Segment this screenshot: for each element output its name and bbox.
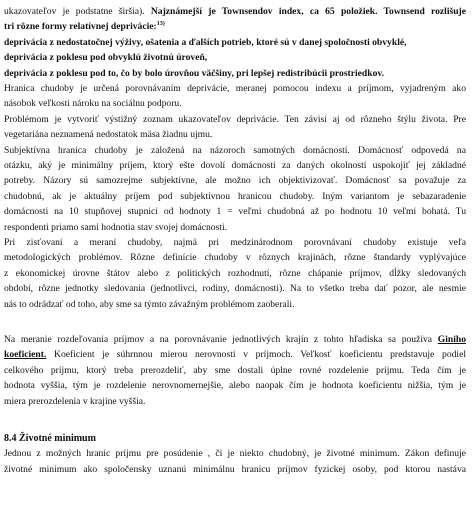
gini-term: Giniho [437,333,466,345]
gini-definition-text: Koeficient je súhrnnou mierou nerovnosti v príjmoch. Veľkosť koeficientu predstavuje podiel [46,349,466,361]
deprivation-forms-intro: tri rôzne formy relatívnej deprivácie: [4,21,157,33]
townsend-index-text: Najznámejší je Townsendov index, ca 65 položiek. Townsend rozlišuje [150,6,466,17]
paragraph-line: miera prerozdelenia v krajine vyššia. [4,395,146,407]
paragraph-line: Hranica chudoby je určená porovnávaním deprivácie, meranej pomocou indexu a príjmom, vyjadreným ako [4,83,466,95]
paragraph-line: respondenti priamo sami hodnotia stav svojej domácnosti. [4,221,228,233]
gini-term-cont: koeficient. [4,349,47,361]
deprivation-form-2: deprivácia z poklesu pod obvyklú životnú úroveň, [4,52,208,64]
intro-line-2 [4,19,466,34]
paragraph-line: z ekonomickej úrovne štátov alebo z politických rozhodnutí, rôzne chápanie príjmov, dĺžky sledovaných [4,267,466,279]
paragraph-line: životné minimum ako spoločensky uznanú minimálnu hranicu príjmov fyzickej osoby, pod ktorou nastáva [4,463,466,475]
paragraph-line: Problémom je vytvoriť výstižný zoznam ukazovateľov deprivácie. Ten závisí aj od rôzneho štýlu života. Pre [4,113,466,125]
gini-line-1 [4,332,466,347]
intro-text: ukazovateľov je podstatne širšia). [4,6,151,17]
paragraph-line: potreby. Názory sú samozrejme subjektívne, ale možno ich objektivizovať. Domácnosť sa považuje za [4,175,466,187]
intro-line-1 [4,4,466,19]
paragraph-line: období, rôzne jednotky sledovania (jednotlivci, rodiny, domácnosti). Na to všetko treba dať pozor, ale nesmie [4,283,466,295]
gini-intro-text: Na meranie rozdeľovania príjmov a na porovnávanie jednotlivých krajín z tohto hľadiska sa používa [4,333,438,345]
deprivation-form-3: deprivácia z poklesu pod to, čo by bolo úrovňou väčšiny, pri lepšej redistribúcii prostriedkov. [4,67,385,79]
footnote-ref: 13) [156,21,165,28]
paragraph-line: Pri zisťovaní a meraní chudoby, najmä pri medzinárodnom porovnávaní chudoby existuje veľa [4,236,466,248]
paragraph-line: Jednou z možných hraníc príjmu pre posúdenie , či je niekto chudobný, je životné minimum. Zákon definuje [4,448,466,460]
paragraph-line: chudobnú, ak je aktuálny príjem pod subjektívnou hranicou chudoby. Iným variantom je sebazaradenie [4,190,466,202]
paragraph-line: otázku, aký je minimálny príjem, ktorý ešte dovolí domácnosti za daných okolností uspokojiť jej základné [4,160,466,171]
section-spacer [4,409,466,429]
section-heading: 8.4 Životné minimum [4,432,96,444]
gini-line-2 [4,347,466,362]
paragraph-line: celkového príjmu, ktorý treba prerozdeliť, aby sme dostali úplne rovné rozdelenie príjmu. Teda čím je [4,364,466,376]
paragraph-line: metodologických problémov. Rôzne definície chudoby v rôznych krajinách, rôzne štandardy vyplývajúce [4,252,466,264]
paragraph-line: Subjektívna hranica chudoby je založená na názoroch samotných domácností. Domácnosť odpovedá na [4,144,466,156]
deprivation-form-1: deprivácia z nedostatočnej výživy, ošatenia a ďalších potrieb, ktoré sú v danej spoločnosti obvyklé, [4,36,407,48]
paragraph-spacer [4,312,466,332]
paragraph-line: vegetariána neznamená nedostatok mäsa žiadnu ujmu. [4,129,213,141]
paragraph-line: násobok veľkosti nároku na sociálnu podporu. [4,98,182,110]
paragraph-line: domácnosti na 10 stupňovej stupnici od hodnoty 1 = veľmi chudobná až po hodnotu 10 veľmi bohatá. Tu [4,206,466,218]
paragraph-line: hodnota vyššia, tým je rozdelenie nerovnomernejšie, alebo naopak čím je hodnota koeficientu nižšia, tým je [4,380,466,392]
paragraph-line: nás to odrádzať od toho, aby sme sa týmto závažným problémom zaoberali. [4,298,295,310]
